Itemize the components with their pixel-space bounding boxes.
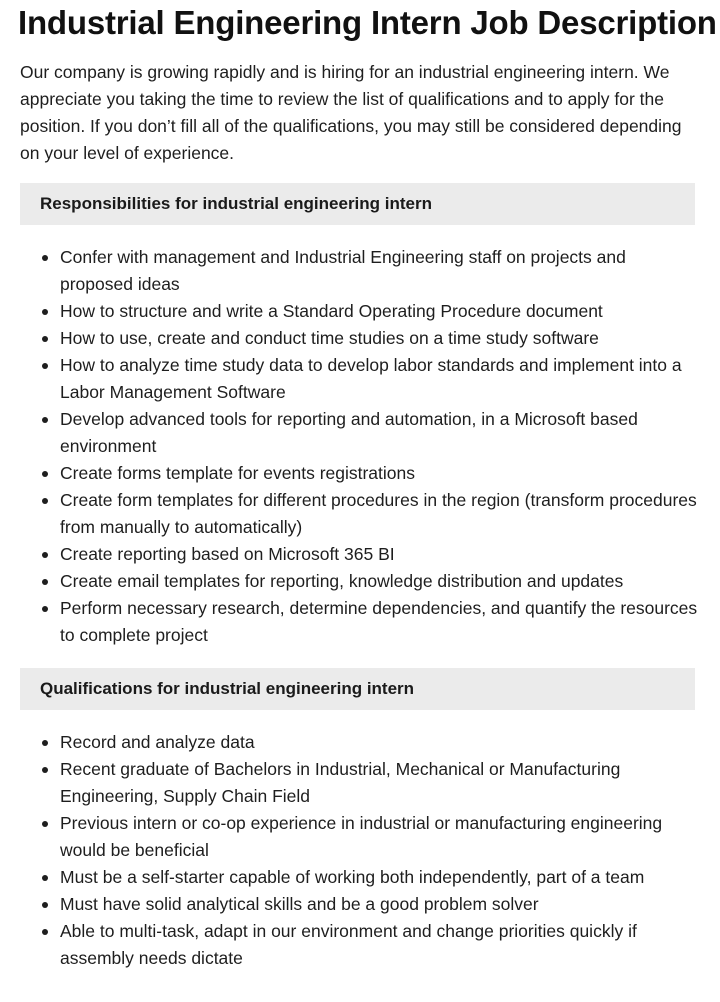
list-item-text: Create forms template for events registrations — [60, 463, 416, 483]
bullet-icon — [42, 740, 48, 746]
bullet-icon — [42, 336, 48, 342]
list-item-text: Record and analyze data — [60, 732, 255, 752]
list-item-text: Perform necessary research, determine dependencies, and quantify the resources to complete project — [60, 598, 698, 645]
list-item — [20, 352, 700, 406]
list-item — [20, 864, 700, 891]
list-item — [20, 406, 700, 460]
list-item-text: Develop advanced tools for reporting and automation, in a Microsoft based environment — [60, 409, 638, 456]
list-item-text: Create form templates for different procedures in the region (transform procedures from manually to automatically) — [60, 490, 697, 537]
bullet-icon — [42, 552, 48, 558]
list-item-text: Create reporting based on Microsoft 365 BI — [60, 544, 395, 564]
list-item — [20, 729, 700, 756]
list-item — [20, 568, 700, 595]
list-item-text: Must be a self-starter capable of working both independently, part of a team — [60, 867, 645, 887]
list-item — [20, 460, 700, 487]
list-item — [20, 298, 700, 325]
list-item-text: Able to multi-task, adapt in our environment and change priorities quickly if assembly needs dictate — [60, 921, 637, 968]
list-item-text: Previous intern or co-op experience in industrial or manufacturing engineering would be beneficial — [60, 813, 663, 860]
list-item — [20, 756, 700, 810]
qualifications-list — [20, 729, 700, 972]
bullet-icon — [42, 606, 48, 612]
list-item-text: Recent graduate of Bachelors in Industrial, Mechanical or Manufacturing Engineering, Supply Chain Field — [60, 759, 621, 806]
list-item-text: How to analyze time study data to develop labor standards and implement into a Labor Management Software — [60, 355, 682, 402]
bullet-icon — [42, 821, 48, 827]
bullet-icon — [42, 579, 48, 585]
bullet-icon — [42, 363, 48, 369]
bullet-icon — [42, 902, 48, 908]
list-item — [20, 325, 700, 352]
intro-paragraph: Our company is growing rapidly and is hiring for an industrial engineering intern. We appreciate you taking the time to review the list of qualifications and to apply for the position. If you don’t fill all of the qualifications, you may still be considered depending on your level of experience. — [20, 62, 682, 163]
bullet-icon — [42, 498, 48, 504]
list-item — [20, 918, 700, 972]
bullet-icon — [42, 417, 48, 423]
list-item — [20, 244, 700, 298]
responsibilities-list — [20, 244, 700, 649]
list-item-text: Must have solid analytical skills and be a good problem solver — [60, 894, 539, 914]
list-item — [20, 595, 700, 649]
bullet-icon — [42, 875, 48, 881]
bullet-icon — [42, 767, 48, 773]
list-item — [20, 487, 700, 541]
bullet-icon — [42, 255, 48, 261]
list-item — [20, 541, 700, 568]
list-item — [20, 810, 700, 864]
list-item-text: Confer with management and Industrial Engineering staff on projects and proposed ideas — [60, 247, 626, 294]
list-item-text: How to use, create and conduct time studies on a time study software — [60, 328, 599, 348]
list-item — [20, 891, 700, 918]
qualifications-heading: Qualifications for industrial engineering intern — [20, 668, 695, 710]
bullet-icon — [42, 929, 48, 935]
list-item-text: How to structure and write a Standard Operating Procedure document — [60, 301, 603, 321]
bullet-icon — [42, 471, 48, 477]
list-item-text: Create email templates for reporting, knowledge distribution and updates — [60, 571, 624, 591]
page-title: Industrial Engineering Intern Job Description — [18, 4, 717, 41]
bullet-icon — [42, 309, 48, 315]
responsibilities-heading: Responsibilities for industrial engineering intern — [20, 183, 695, 225]
